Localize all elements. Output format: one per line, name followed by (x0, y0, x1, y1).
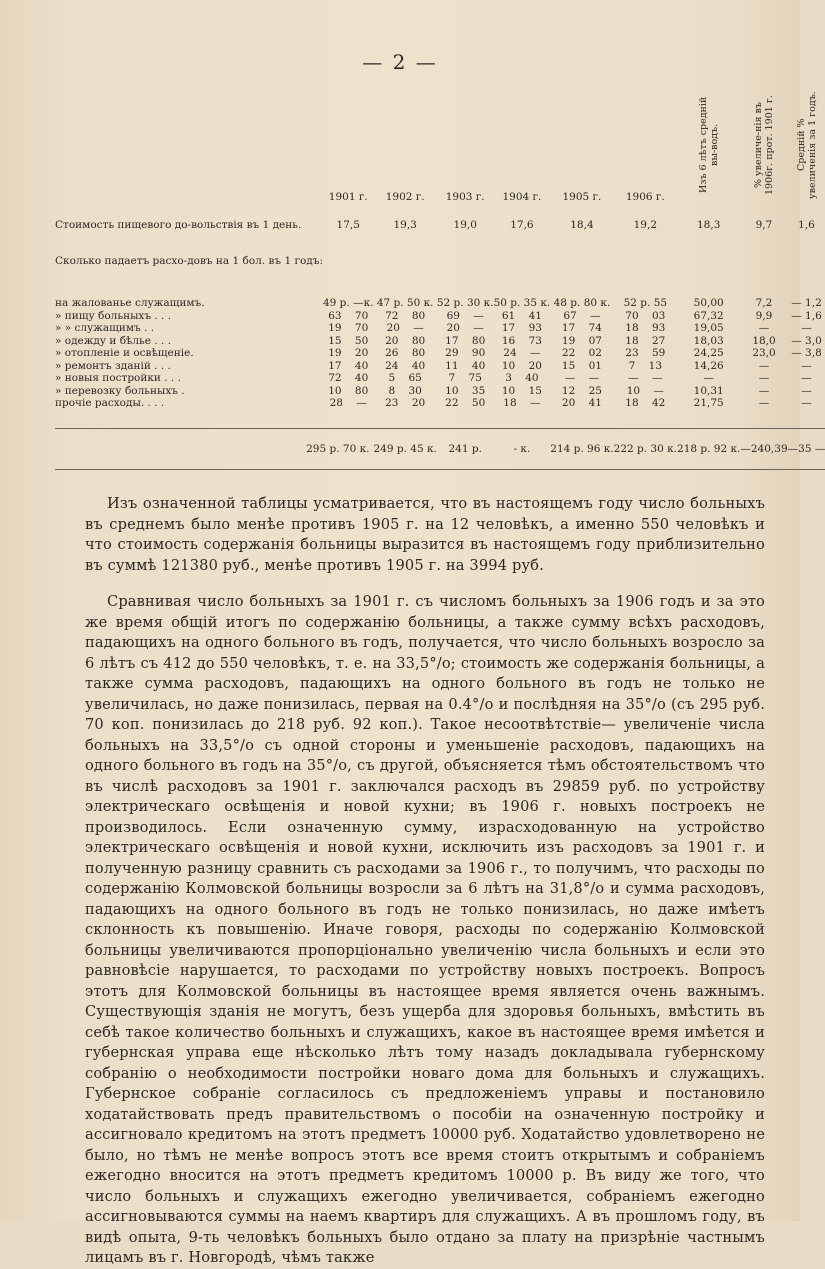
table-cell: 20 41 (561, 397, 602, 410)
table-cell: 23 20 (385, 397, 426, 410)
table-row (55, 385, 825, 398)
table-cell: 19 07 (561, 334, 602, 347)
table-cell: 15 50 (328, 334, 369, 347)
total-cell: - к. (494, 428, 551, 469)
table-cell: 20 — (446, 322, 484, 335)
table-cell: — — (628, 372, 663, 385)
table-cell: 47 р. 50 к. (376, 297, 434, 310)
table-cell: 23,0 (752, 347, 776, 360)
table-row (55, 360, 825, 373)
table-row (55, 322, 825, 335)
row-label: » новыя постройки . . . (55, 372, 181, 385)
table-cell: 12 25 (561, 384, 602, 397)
table-cell: 52 р. 30 к. (436, 297, 494, 310)
table-cell: 50 р. 35 к. (493, 297, 551, 310)
table-cell: 29 90 (445, 347, 486, 360)
table-cell: 23 59 (625, 347, 666, 360)
table-cell: 67,32 (693, 309, 724, 322)
table-cell: — (801, 397, 812, 410)
food-cost-cell: 19,3 (393, 219, 417, 231)
table-row (55, 372, 825, 385)
table-cell: — (758, 359, 770, 372)
table-cell: 18,03 (693, 334, 724, 347)
table-cell: — (801, 322, 812, 335)
table-cell: — — (564, 372, 600, 385)
table-cell: 17 74 (561, 322, 602, 335)
table-cell: 20 80 (385, 334, 426, 347)
table-cell: — 1,6 (791, 309, 822, 322)
food-cost-cell: 9,7 (755, 219, 773, 231)
table-cell: 14,26 (693, 359, 724, 372)
table-cell: 18 93 (625, 322, 666, 335)
table-cell: 28 — (329, 397, 367, 410)
table-cell: 18 27 (625, 334, 666, 347)
table-cell: 17 93 (501, 322, 542, 335)
row-label: » одежду и бѣлье . . . (55, 334, 172, 347)
table-cell: 72 80 (385, 309, 426, 322)
table-cell: 17 40 (328, 359, 369, 372)
header-percent-increase: % увеличе-нія въ 1906г. прот. 1901 г. (753, 95, 776, 195)
per-patient-heading: Сколько падаетъ расхо-довъ на 1 бол. въ 1 годъ: (55, 254, 323, 267)
total-cell: 222 р. 30 к. (614, 428, 677, 469)
table-cell: — (758, 322, 770, 335)
table-cell: 19,05 (693, 322, 724, 335)
total-cell: 218 р. 92 к. (677, 428, 740, 469)
header-year: 1904 г. (502, 191, 542, 203)
row-label: » » служащимъ . . (55, 322, 155, 335)
table-cell: — 1,2 (791, 297, 822, 310)
header-year: 1903 г. (445, 191, 485, 203)
table-row (55, 397, 825, 410)
table-cell: 18,0 (752, 334, 776, 347)
table-cell: 9,9 (755, 309, 773, 322)
statistics-table (55, 90, 825, 470)
table-cell: 5 65 (388, 372, 422, 385)
table-cell: 52 р. 55 (623, 297, 668, 310)
paragraph: Изъ означенной таблицы усматривается, что въ настоящемъ году число больныхъ въ среднемъ было менѣе противъ 1905 г. на 12 человѣкъ, а именно 550 человѣкъ и что стоимость содержанія больницы выразится въ настоящемъ году приблизительно въ суммѣ 121380 руб., менѣе противъ 1905 г. на 3994 руб. (85, 495, 765, 574)
table-cell: 19 20 (328, 347, 369, 360)
total-cell: —240,39 (740, 428, 787, 469)
table-cell: 8 30 (388, 384, 422, 397)
table-cell: 67 — (563, 309, 601, 322)
total-cell: 295 р. 70 к. (55, 428, 373, 469)
table-cell: — (801, 372, 812, 385)
food-cost-cell: 19,2 (633, 219, 658, 231)
table-cell: — (801, 359, 812, 372)
table-cell: 22 02 (561, 347, 602, 360)
row-label: » пищу больныхъ . . . (55, 309, 172, 322)
food-cost-label: Стоимость пищевого до-вольствія въ 1 день. (55, 218, 302, 231)
table-cell: 7 13 (628, 359, 663, 372)
total-cell: 241 р. (437, 428, 494, 469)
table-cell: 63 70 (328, 309, 369, 322)
total-cell: —35 — (788, 428, 825, 469)
food-cost-cell: 18,3 (697, 219, 721, 231)
table-header-row (55, 90, 825, 207)
table-cell: 20 — (386, 322, 424, 335)
total-cell: 214 р. 96 к. (550, 428, 613, 469)
table-cell: 24,25 (693, 347, 724, 360)
header-year: 1902 г. (385, 191, 425, 203)
table-cell: — (758, 372, 770, 385)
paragraph: Сравнивая число больныхъ за 1901 г. съ числомъ больныхъ за 1906 годъ и за это же время общій итогъ по содержанію больницы, а также сумму всѣхъ расходовъ, падающихъ на одного больного въ годъ, получается, что число больныхъ возросло за 6 лѣтъ съ 412 до 550 человѣкъ, т. е. на 33,5°/о; стоимость же содержанія больницы, а также сумма расходовъ, падающихъ на одного больного въ годъ не только не увеличилась, но даже понизилась, первая на 0.4°/о и послѣдняя на 35°/о (съ 295 руб. 70 коп. понизилась до 218 руб. 92 коп.). Такое несоотвѣтствіе— увеличеніе числа больныхъ на 33,5°/о съ одной стороны и уменьшеніе расходовъ, падающихъ на одного больного въ годъ на 35°/о, съ другой, объясняется тѣмъ обстоятельствомъ что въ числѣ расходовъ за 1901 г. заключался расходъ въ 29859 руб. по устройству электрическаго освѣщенія и новой кухни; въ 1906 г. новыхъ построекъ не производилось. Если означенную сумму, израсходованную на устройство электрическаго освѣщенія и новой кухни, исключить изъ расходовъ за 1901 г. и полученную разницу сравнить съ расходами за 1906 г., то получимъ, что расходы по содержанію Колмовской больницы возросли за 6 лѣтъ на 31,8°/о и сумма расходовъ, падающихъ на одного больного въ годъ не только понизилась, но даже имѣетъ склонность къ повышенію. Иначе говоря, расходы по содержанію Колмовской больницы увеличиваются пропорціонально увеличенію числа больныхъ и если это равновѣсіе нарушается, то расходами по устройству новыхъ построекъ. Вопросъ этотъ для Колмовской больницы въ настоящее время является очень важнымъ. Существующія зданія не могутъ, безъ ущерба для здоровья больныхъ, вмѣстить въ себѣ такое количество больныхъ и служащихъ, какое въ настоящее время имѣется и губернская управа еще нѣсколько лѣтъ тому назадъ докладывала губернскому собранію о необходимости постройки новаго дома для больныхъ и служащихъ. Губернское собраніе согласилось съ предложеніемъ управы и постановило ходатайствовать предъ правительствомъ о пособіи на означенную постройку и ассигновало кредитомъ на этотъ предметъ 10000 руб. Ходатайство удовлетворено не было, но тѣмъ не менѣе вопросъ этотъ все время стоитъ открытымъ и собраніемъ ежегодно вносится на этотъ предметъ кредитомъ 10000 р. Въ виду же того, что число больныхъ и служащихъ ежегодно увеличивается, собраніемъ ежегодно ассигновываются суммы на наемъ квартиръ для служащихъ. А въ прошломъ году, въ видѣ опыта, 9-ть человѣкъ больныхъ было отдано за плату на призрѣніе частнымъ лицамъ въ г. Новгородѣ, чѣмъ также (85, 593, 765, 1266)
food-cost-cell: 17,6 (510, 219, 534, 231)
table-cell: — 3,8 (791, 347, 822, 360)
table-row (55, 335, 825, 348)
header-average: Изъ 6 лѣтъ средній вы-водъ. (697, 96, 720, 194)
table-cell: — (703, 372, 714, 385)
table-cell: — (758, 384, 770, 397)
table-cell: 7,2 (755, 297, 773, 310)
table-cell: 10 15 (501, 384, 542, 397)
food-cost-row (55, 207, 825, 243)
food-cost-cell: 1,6 (798, 219, 815, 231)
table-cell: 72 40 (328, 372, 369, 385)
table-cell: 10,31 (693, 384, 724, 397)
table-cell: 61 41 (501, 309, 542, 322)
table-cell: — 3,0 (791, 334, 822, 347)
table-cell: 15 01 (561, 359, 602, 372)
table-cell: 10 20 (501, 359, 542, 372)
table-cell: 10 35 (445, 384, 486, 397)
table-cell: 70 03 (625, 309, 666, 322)
expense-rows (55, 297, 825, 410)
table-row (55, 347, 825, 360)
row-label: » перевозку больныхъ . (55, 384, 185, 397)
table-cell: 18 42 (625, 397, 666, 410)
header-year: 1901 г. (328, 191, 368, 203)
total-row (55, 428, 825, 469)
table-cell: 10 80 (328, 384, 369, 397)
section-heading-row (55, 243, 825, 279)
table-cell: 18 — (503, 397, 541, 410)
table-cell: 24 40 (385, 359, 426, 372)
table-cell: 22 50 (445, 397, 486, 410)
header-blank (55, 90, 323, 207)
table-row (55, 310, 825, 323)
table-cell: 3 40 (505, 372, 539, 385)
table-cell: 17 80 (445, 334, 486, 347)
table-cell: 16 73 (501, 334, 542, 347)
table-cell: 49 р. —к. (322, 297, 374, 310)
table-row (55, 297, 825, 310)
food-cost-cell: 17,5 (336, 219, 360, 231)
header-yearly-increase: Средній % увеличенія за 1 годъ. (795, 91, 818, 199)
food-cost-cell: 19,0 (453, 219, 477, 231)
table-cell: 7 75 (448, 372, 482, 385)
row-label: на жалованье служащимъ. (55, 297, 205, 310)
row-label: прочіе расходы. . . . (55, 397, 165, 410)
total-cell: 249 р. 45 к. (373, 428, 436, 469)
table-cell: 26 80 (385, 347, 426, 360)
table-cell: 50,00 (693, 297, 724, 310)
table-cell: 21,75 (693, 397, 724, 410)
table-cell: 10 — (626, 384, 664, 397)
table-cell: 48 р. 80 к. (553, 297, 611, 310)
row-label: » отопленіе и освѣщеніе. (55, 347, 194, 360)
food-cost-cell: 18,4 (570, 219, 594, 231)
table-cell: 24 — (503, 347, 541, 360)
row-label: » ремонтъ зданій . . . (55, 359, 171, 372)
body-text (85, 494, 765, 1269)
table-cell: 11 40 (445, 359, 486, 372)
header-year: 1905 г. (562, 191, 602, 203)
table-cell: — (801, 384, 812, 397)
table-cell: — (758, 397, 770, 410)
table-cell: 19 70 (328, 322, 369, 335)
header-year: 1906 г. (625, 191, 665, 203)
page-number: — 2 — (362, 50, 438, 74)
table-cell: 69 — (446, 309, 484, 322)
